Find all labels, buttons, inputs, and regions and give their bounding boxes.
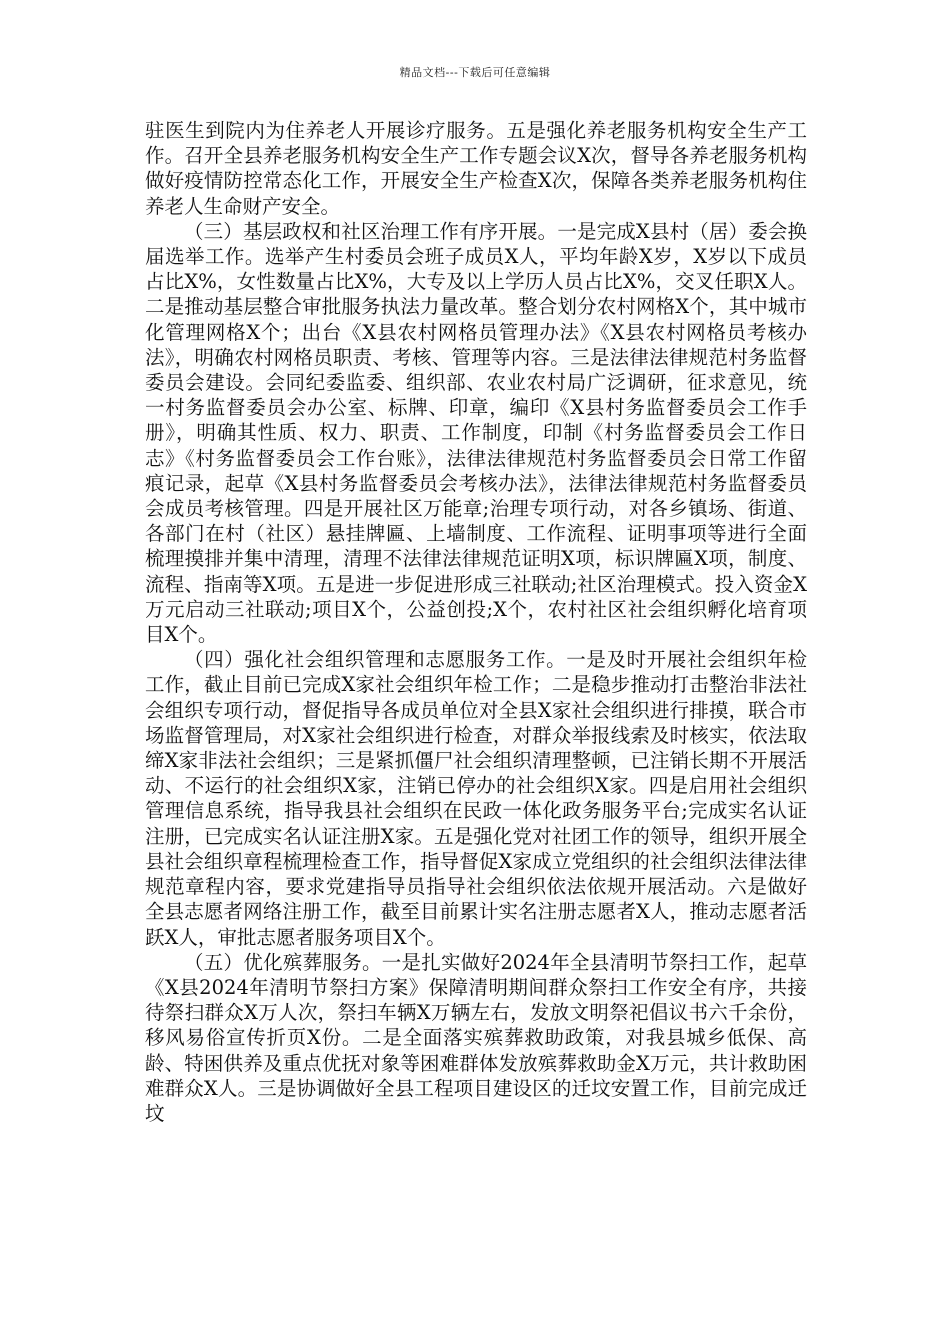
paragraph-section-4: （四）强化社会组织管理和志愿服务工作。一是及时开展社会组织年检工作，截止目前已完成X家社会组织年检工作；二是稳步推动打击整治非法社会组织专项行动，督促指导各成员单位对全县X家社会组织进行排摸，联合市场监督管理局，对X家社会组织进行检查，对群众举报线索及时核实，依法取缔X家非法社会组织；三是紧抓僵尸社会组织清理整顿，已注销长期不开展活动、不运行的社会组织X家，注销已停办的社会组织X家。四是启用社会组织管理信息系统，指导我县社会组织在民政一体化政务服务平台;完成实名认证注册，已完成实名认证注册X家。五是强化党对社团工作的领导，组织开展全县社会组织章程梳理检查工作，指导督促X家成立党组织的社会组织法律法律规范章程内容，要求党建指导员指导社会组织依法依规开展活动。六是做好全县志愿者网络注册工作，截至目前累计实名注册志愿者X人，推动志愿者活跃X人，审批志愿者服务项目X个。 — [145, 648, 807, 949]
page-header: 精品文档---下载后可任意编辑 — [399, 66, 551, 79]
document-body — [145, 118, 807, 1126]
paragraph-section-3: （三）基层政权和社区治理工作有序开展。一是完成X县村（居）委会换届选举工作。选举产生村委员会班子成员X人，平均年龄X岁，X岁以下成员占比X%，女性数量占比X%，大专及以上学历人员占比X%，交叉任职X人。二是推动基层整合审批服务执法力量改革。整合划分农村网格X个，其中城市化管理网格X个；出台《X县农村网格员管理办法》《X县农村网格员考核办法》，明确农村网格员职责、考核、管理等内容。三是法律法律规范村务监督委员会建设。会同纪委监委、组织部、农业农村局广泛调研，征求意见，统一村务监督委员会办公室、标牌、印章，编印《X县村务监督委员会工作手册》，明确其性质、权力、职责、工作制度，印制《村务监督委员会工作日志》《村务监督委员会工作台账》，法律法律规范村务监督委员会日常工作留痕记录，起草《X县村务监督委员会考核办法》，法律法律规范村务监督委员会成员考核管理。四是开展社区万能章;治理专项行动，对各乡镇场、街道、各部门在村（社区）悬挂牌匾、上墙制度、工作流程、证明事项等进行全面梳理摸排并集中清理，清理不法律法律规范证明X项，标识牌匾X项，制度、流程、指南等X项。五是进一步促进形成三社联动;社区治理模式。投入资金X万元启动三社联动;项目X个，公益创投;X个，农村社区社会组织孵化培育项目X个。 — [145, 219, 807, 647]
paragraph-section-5: （五）优化殡葬服务。一是扎实做好2024年全县清明节祭扫工作，起草《X县2024年清明节祭扫方案》保障清明期间群众祭扫工作安全有序，共接待祭扫群众X万人次，祭扫车辆X万辆左右，发放文明祭祀倡议书六千余份，移风易俗宣传折页X份。二是全面落实殡葬救助政策，对我县城乡低保、高龄、特困供养及重点优抚对象等困难群体发放殡葬救助金X万元，共计救助困难群众X人。三是协调做好全县工程项目建设区的迁坟安置工作，目前完成迁坟 — [145, 950, 807, 1125]
paragraph-continuation: 驻医生到院内为住养老人开展诊疗服务。五是强化养老服务机构安全生产工作。召开全县养老服务机构安全生产工作专题会议X次，督导各养老服务机构做好疫情防控常态化工作，开展安全生产检查X次，保障各类养老服务机构住养老人生命财产安全。 — [145, 119, 807, 218]
